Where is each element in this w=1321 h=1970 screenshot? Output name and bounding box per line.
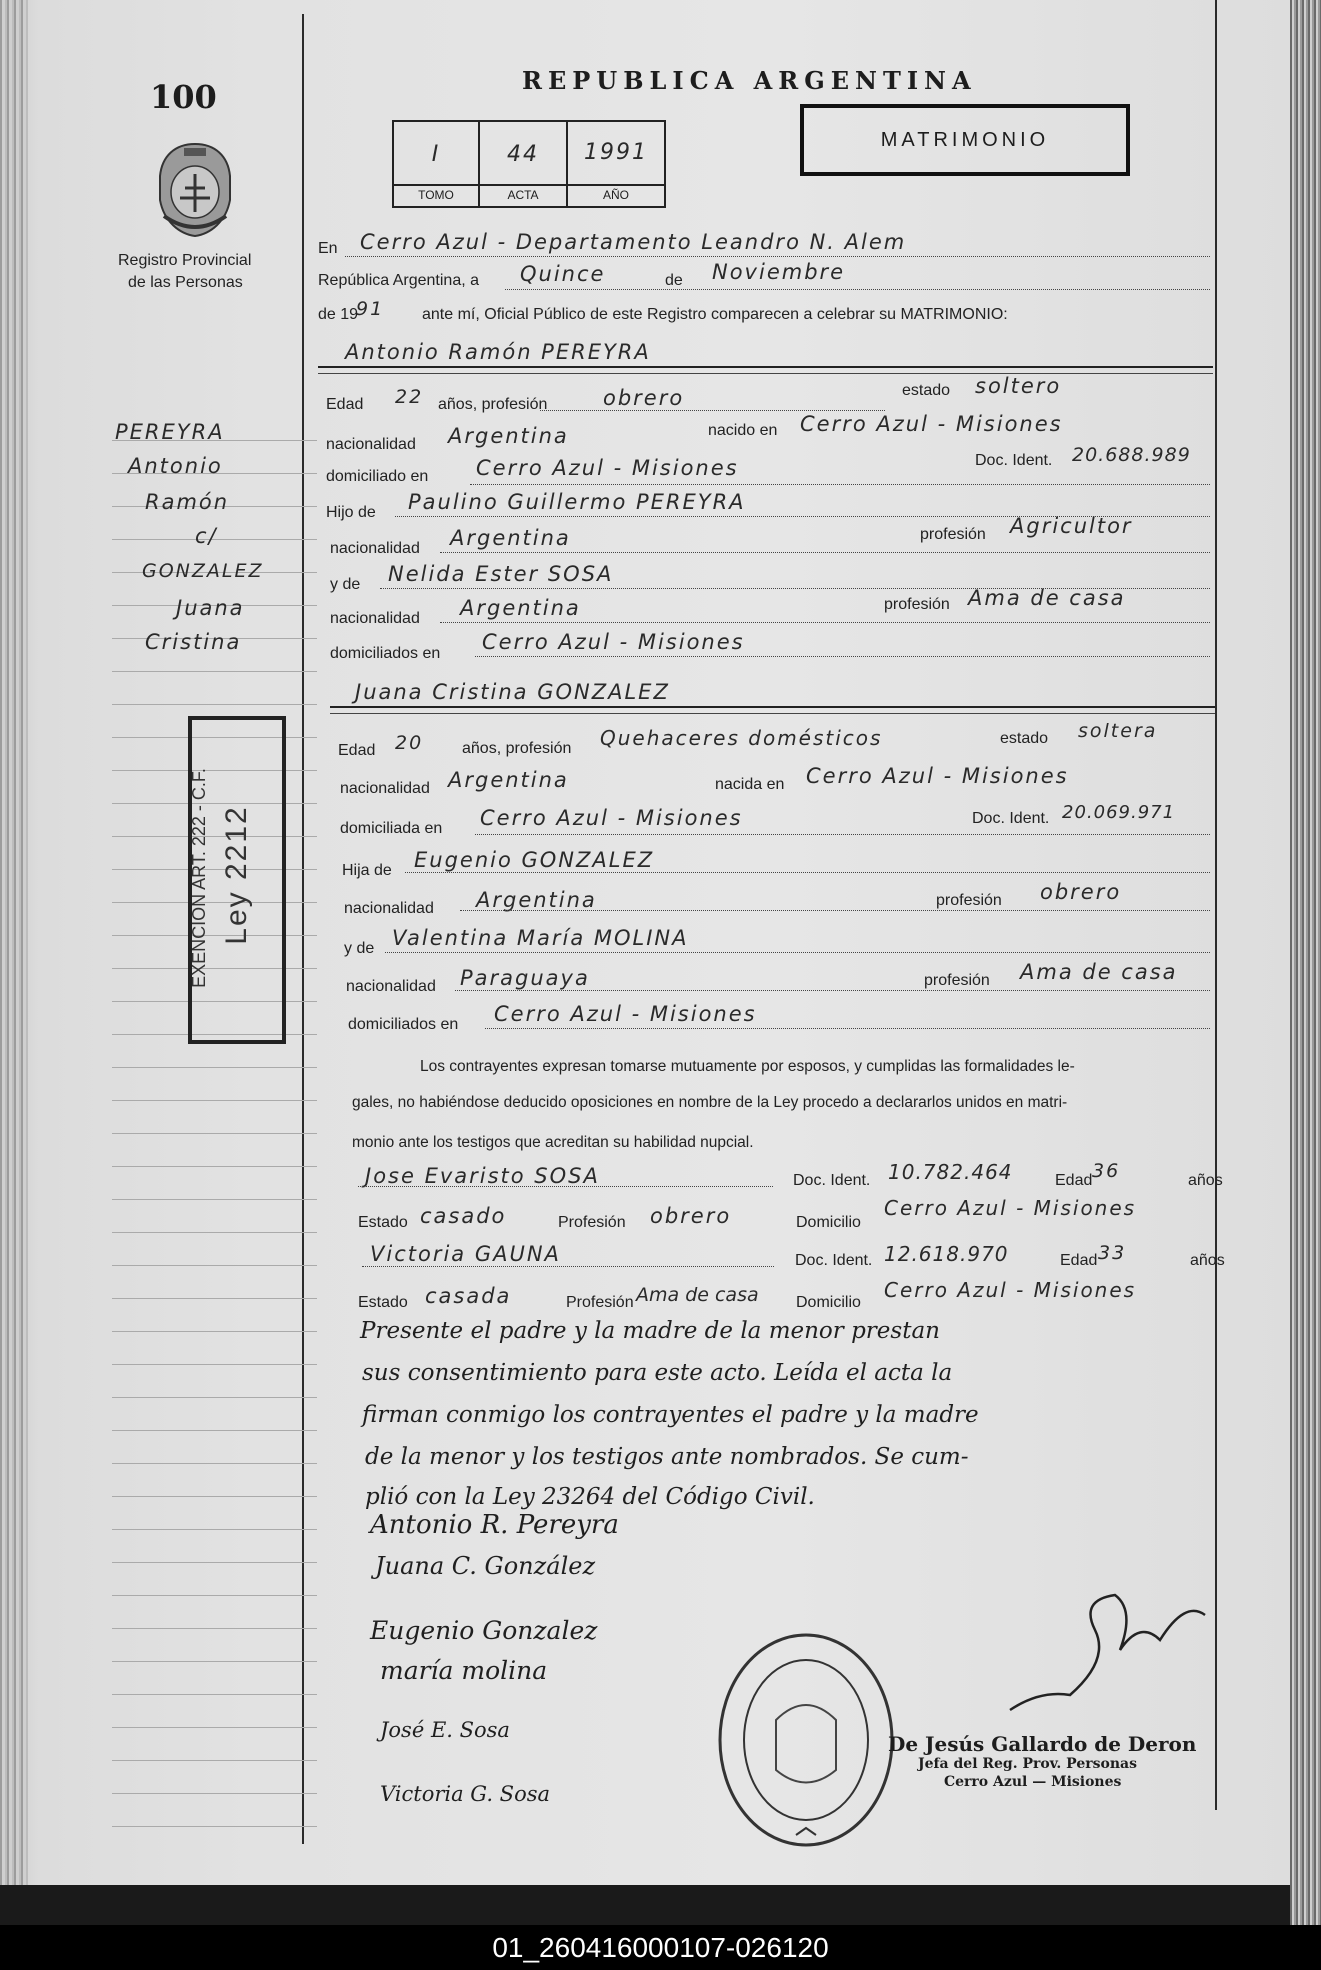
groom-edad-label: Edad — [326, 396, 364, 413]
official-title: Jefa del Reg. Prov. Personas — [918, 1756, 1137, 1772]
bride-profession: Quehaceres domésticos — [600, 726, 883, 750]
witness2-civil-status: casada — [425, 1284, 512, 1308]
bride-profesion-label: años, profesión — [462, 740, 572, 757]
margin-ruled-line — [112, 1496, 317, 1497]
margin-ruled-line — [112, 1298, 317, 1299]
groom-birthplace: Cerro Azul - Misiones — [800, 412, 1063, 436]
margin-ruled-line — [112, 1727, 317, 1728]
margin-ruled-line — [112, 1562, 317, 1563]
witness1-address: Cerro Azul - Misiones — [884, 1196, 1137, 1220]
bride-father-nationality: Argentina — [476, 888, 597, 912]
note-line2: sus consentimiento para este acto. Leída el acta la — [362, 1360, 953, 1386]
margin-name-line3: Ramón — [145, 490, 230, 514]
margin-name-line6: Juana — [176, 596, 245, 620]
coat-of-arms-icon — [150, 140, 240, 240]
signature-groom: Antonio R. Pereyra — [370, 1510, 619, 1540]
bride-address: Cerro Azul - Misiones — [480, 806, 743, 830]
margin-ruled-line — [112, 1529, 317, 1530]
left-margin-rule — [302, 14, 304, 1844]
official-place: Cerro Azul — Misiones — [944, 1774, 1122, 1790]
margin-ruled-line — [112, 1265, 317, 1266]
ano-label: AÑO — [602, 188, 629, 202]
witness2-profession: Ama de casa — [636, 1284, 759, 1306]
groom-hijo-label: Hijo de — [326, 504, 376, 521]
margin-ruled-line — [112, 1100, 317, 1101]
bride-mother-profession: Ama de casa — [1020, 960, 1178, 984]
witness1-edad-label: Edad — [1055, 1172, 1093, 1189]
margin-ruled-line — [112, 1793, 317, 1794]
witness1-doc-label: Doc. Ident. — [793, 1172, 871, 1189]
book-binding — [0, 0, 28, 1885]
margin-ruled-line — [112, 1199, 317, 1200]
en-label: En — [318, 240, 338, 257]
witness2-doc-label: Doc. Ident. — [795, 1252, 873, 1269]
groom-domiciliado-label: domiciliado en — [326, 468, 429, 485]
signature-witness1: José E. Sosa — [380, 1718, 510, 1742]
bride-doc-label: Doc. Ident. — [972, 810, 1050, 827]
groom-father-name: Paulino Guillermo PEREYRA — [408, 490, 746, 514]
bride-mother-name: Valentina María MOLINA — [392, 926, 689, 950]
margin-ruled-line — [112, 1232, 317, 1233]
bride-civil-status: soltera — [1078, 720, 1158, 742]
image-id-footer: 01_260416000107-026120 — [0, 1925, 1321, 1970]
bride-father-nat-label: nacionalidad — [344, 900, 434, 917]
groom-father-nationality: Argentina — [450, 526, 571, 550]
month-value: Noviembre — [712, 260, 846, 284]
ante-text: ante mí, Oficial Público de este Registro comparecen a celebrar su MATRIMONIO: — [422, 306, 1008, 323]
witness2-domicilio-label: Domicilio — [796, 1294, 861, 1311]
groom-doc-id: 20.688.989 — [1072, 444, 1191, 466]
margin-ruled-line — [112, 1661, 317, 1662]
bride-father-name: Eugenio GONZALEZ — [414, 848, 655, 872]
registry-line2: de las Personas — [128, 274, 243, 291]
witness2-estado-label: Estado — [358, 1294, 408, 1311]
bride-age: 20 — [395, 732, 424, 754]
page-number: 100 — [150, 78, 217, 116]
groom-mother-profession: Ama de casa — [968, 586, 1126, 610]
margin-ruled-line — [112, 671, 317, 672]
signature-mother: maría molina — [380, 1656, 548, 1685]
bride-birthplace: Cerro Azul - Misiones — [806, 764, 1069, 788]
bride-parents-dom-label: domiciliados en — [348, 1016, 459, 1033]
bride-nacionalidad-label: nacionalidad — [340, 780, 430, 797]
acta-label: ACTA — [507, 188, 539, 202]
groom-nationality: Argentina — [448, 424, 569, 448]
margin-name-line5: GONZALEZ — [142, 560, 264, 582]
margin-ruled-line — [112, 1430, 317, 1431]
margin-ruled-line — [112, 1364, 317, 1365]
groom-father-nat-label: nacionalidad — [330, 540, 420, 557]
place-value: Cerro Azul - Departamento Leandro N. Alem — [360, 230, 907, 254]
note-line3: firman conmigo los contrayentes el padre y la madre — [362, 1402, 979, 1428]
declaration-line1: Los contrayentes expresan tomarse mutuamente por esposos, y cumplidas las formalidades le- — [420, 1058, 1075, 1075]
signature-bride: Juana C. González — [375, 1552, 596, 1580]
bride-father-prof-label: profesión — [936, 892, 1002, 909]
witness1-domicilio-label: Domicilio — [796, 1214, 861, 1231]
stamp-line2: EXENCION ART. 222 - C.F. — [189, 768, 209, 988]
groom-y-de-label: y de — [330, 576, 361, 593]
margin-ruled-line — [112, 1397, 317, 1398]
margin-ruled-line — [112, 1628, 317, 1629]
ano-value: 1991 — [584, 140, 648, 165]
de-label: de — [665, 272, 683, 289]
margin-ruled-line — [112, 1067, 317, 1068]
margin-name-line7: Cristina — [145, 630, 242, 654]
groom-nacido-label: nacido en — [708, 422, 778, 439]
witness2-doc-id: 12.618.970 — [884, 1242, 1009, 1266]
note-line4: de la menor y los testigos ante nombrados. Se cum- — [365, 1444, 969, 1470]
witness2-anos-label: años — [1190, 1252, 1225, 1269]
witness1-profession: obrero — [650, 1204, 732, 1228]
bride-full-name: Juana Cristina GONZALEZ — [355, 680, 670, 704]
bride-mother-nat-label: nacionalidad — [346, 978, 436, 995]
stamp-line1: Ley 2212 — [220, 805, 253, 945]
groom-age: 22 — [395, 386, 424, 408]
page-stack-edge — [1290, 0, 1321, 1925]
year-suffix: 91 — [356, 298, 385, 320]
witness2-age: 33 — [1098, 1242, 1127, 1264]
margin-name-line2: Antonio — [128, 454, 223, 478]
official-name: De Jesús Gallardo de Deron — [888, 1732, 1197, 1756]
witness1-anos-label: años — [1188, 1172, 1223, 1189]
act-type-box: MATRIMONIO — [800, 104, 1130, 176]
official-seal-icon — [716, 1630, 896, 1850]
country-title: REPUBLICA ARGENTINA — [522, 66, 977, 95]
margin-ruled-line — [112, 1760, 317, 1761]
bride-parents-address: Cerro Azul - Misiones — [494, 1002, 757, 1026]
note-line1: Presente el padre y la madre de la menor prestan — [360, 1318, 940, 1344]
witness1-civil-status: casado — [420, 1204, 507, 1228]
day-value: Quince — [520, 262, 606, 286]
margin-ruled-line — [112, 704, 317, 705]
groom-parents-address: Cerro Azul - Misiones — [482, 630, 745, 654]
bride-father-profession: obrero — [1040, 880, 1122, 904]
groom-mother-nat-label: nacionalidad — [330, 610, 420, 627]
witness1-age: 36 — [1092, 1160, 1121, 1182]
margin-ruled-line — [112, 1595, 317, 1596]
witness1-profesion-label: Profesión — [558, 1214, 626, 1231]
margin-name-line4: c/ — [195, 524, 218, 548]
tomo-label: TOMO — [418, 188, 454, 202]
groom-profesion-label: años, profesión — [438, 396, 548, 413]
declaration-line2: gales, no habiéndose deducido oposiciones en nombre de la Ley procedo a declararlos unidos en matri- — [352, 1094, 1068, 1111]
year-prefix: de 19 — [318, 306, 359, 323]
bride-mother-nationality: Paraguaya — [460, 966, 590, 990]
margin-name-line1: PEREYRA — [115, 420, 225, 444]
bride-domiciliada-label: domiciliada en — [340, 820, 443, 837]
witness1-name: Jose Evaristo SOSA — [365, 1164, 600, 1188]
bride-mother-prof-label: profesión — [924, 972, 990, 989]
signature-witness2: Victoria G. Sosa — [380, 1782, 551, 1806]
bride-estado-label: estado — [1000, 730, 1049, 747]
groom-father-profession: Agricultor — [1010, 514, 1133, 538]
exemption-stamp — [188, 716, 286, 1044]
witness2-edad-label: Edad — [1060, 1252, 1098, 1269]
witness2-address: Cerro Azul - Misiones — [884, 1278, 1137, 1302]
witness1-doc-id: 10.782.464 — [888, 1160, 1013, 1184]
margin-ruled-line — [112, 1463, 317, 1464]
declaration-line3: monio ante los testigos que acreditan su habilidad nupcial. — [352, 1134, 754, 1151]
groom-father-prof-label: profesión — [920, 526, 986, 543]
bride-hija-label: Hija de — [342, 862, 392, 879]
republica-label: República Argentina, a — [318, 272, 479, 289]
groom-address: Cerro Azul - Misiones — [476, 456, 739, 480]
groom-mother-prof-label: profesión — [884, 596, 950, 613]
groom-civil-status: soltero — [975, 374, 1062, 398]
margin-ruled-line — [112, 1166, 317, 1167]
groom-doc-label: Doc. Ident. — [975, 452, 1053, 469]
groom-nacionalidad-label: nacionalidad — [326, 436, 416, 453]
bride-y-de-label: y de — [344, 940, 375, 957]
official-signature-icon — [1000, 1580, 1220, 1730]
groom-mother-nationality: Argentina — [460, 596, 581, 620]
note-line5: plió con la Ley 23264 del Código Civil. — [365, 1484, 815, 1510]
margin-ruled-line — [112, 1133, 317, 1134]
groom-parents-dom-label: domiciliados en — [330, 645, 441, 662]
tomo-value: I — [431, 142, 441, 167]
margin-ruled-line — [112, 1331, 317, 1332]
record-box — [392, 120, 666, 208]
groom-estado-label: estado — [902, 382, 951, 399]
bride-nationality: Argentina — [448, 768, 569, 792]
groom-mother-name: Nelida Ester SOSA — [388, 562, 614, 586]
acta-value: 44 — [507, 142, 539, 167]
groom-profession: obrero — [603, 386, 685, 410]
witness2-name: Victoria GAUNA — [370, 1242, 561, 1266]
bride-nacida-label: nacida en — [715, 776, 785, 793]
signature-father: Eugenio Gonzalez — [370, 1616, 598, 1645]
registry-line1: Registro Provincial — [118, 252, 252, 269]
witness1-estado-label: Estado — [358, 1214, 408, 1231]
bride-doc-id: 20.069.971 — [1062, 802, 1176, 823]
right-margin-rule — [1215, 0, 1217, 1810]
witness2-profesion-label: Profesión — [566, 1294, 634, 1311]
margin-ruled-line — [112, 1694, 317, 1695]
bride-edad-label: Edad — [338, 742, 376, 759]
margin-ruled-line — [112, 1826, 317, 1827]
groom-full-name: Antonio Ramón PEREYRA — [345, 340, 651, 364]
